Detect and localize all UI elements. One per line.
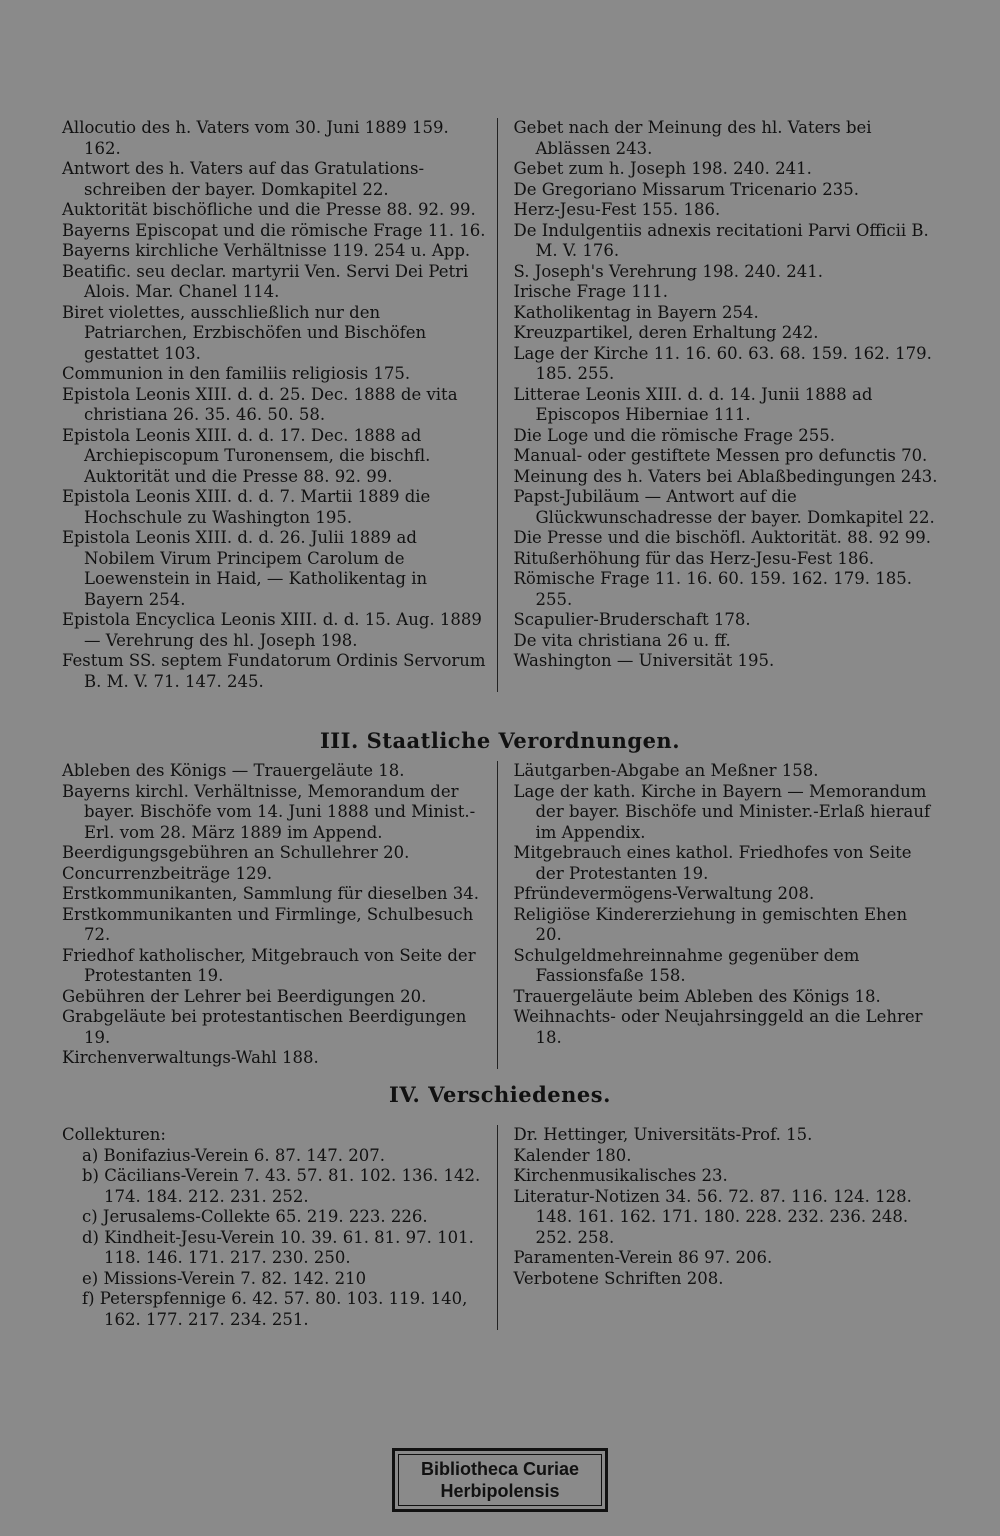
- index-entry: Lage der kath. Kirche in Bayern — Memorandum der bayer. Bischöfe und Minister.-Erlaß hierauf im Appendix.: [513, 781, 931, 842]
- index-entry: Auktorität bischöfliche und die Presse 88. 92. 99.: [62, 200, 476, 219]
- index-entry: Litterae Leonis XIII. d. d. 14. Junii 1888 ad Episcopos Hiberniae 111.: [513, 384, 873, 424]
- index-entry: Die Loge und die römische Frage 255.: [513, 425, 835, 445]
- index-entry: Epistola Leonis XIII. d. d. 26. Julii 1889 ad Nobilem Virum Principem Carolum de Loewenstein in Haid, — Katholikentag in Bayern 254.: [62, 528, 428, 609]
- index-entry: Epistola Leonis XIII. d. d. 7. Martii 1889 die Hochschule zu Washington 195.: [62, 487, 431, 527]
- index-entry: Lage der Kirche 11. 16. 60. 63. 68. 159. 162. 179. 185. 255.: [513, 343, 932, 383]
- index-entry: Kreuzpartikel, deren Erhaltung 242.: [513, 323, 819, 342]
- right-column: [498, 761, 939, 1069]
- index-entry: b) Cäcilians-Verein 7. 43. 57. 81. 102. 136. 142. 174. 184. 212. 231. 252.: [82, 1166, 481, 1206]
- index-entry: Verbotene Schriften 208.: [513, 1268, 724, 1288]
- index-entry: Bayerns Episcopat und die römische Frage 11. 16.: [62, 220, 486, 240]
- index-entry: Gebet zum h. Joseph 198. 240. 241.: [513, 159, 812, 178]
- index-entry: Papst-Jubiläum — Antwort auf die Glückwunschadresse der bayer. Domkapitel 22.: [513, 487, 935, 527]
- index-entry: Katholikentag in Bayern 254.: [513, 302, 759, 322]
- index-entry: Kirchenmusikalisches 23.: [513, 1166, 728, 1185]
- index-entry: Beerdigungsgebühren an Schullehrer 20.: [62, 843, 410, 862]
- index-entry: Ableben des Königs — Trauergeläute 18.: [62, 761, 405, 780]
- section-miscellaneous: [62, 1082, 938, 1330]
- section-state-ordinances: [62, 728, 938, 1069]
- index-entry: Gebühren der Lehrer bei Beerdigungen 20.: [62, 986, 427, 1006]
- index-entry: Dr. Hettinger, Universitäts-Prof. 15.: [513, 1125, 813, 1144]
- index-entry: Festum SS. septem Fundatorum Ordinis Servorum B. M. V. 71. 147. 245.: [62, 651, 486, 691]
- index-entry: Epistola Leonis XIII. d. d. 25. Dec. 1888 de vita christiana 26. 35. 46. 50. 58.: [62, 384, 458, 424]
- index-entry: Herz-Jesu-Fest 155. 186.: [513, 200, 721, 219]
- index-entry: Allocutio des h. Vaters vom 30. Juni 1889 159. 162.: [62, 118, 449, 158]
- left-column: [62, 1125, 498, 1330]
- index-entry: f) Peterspfennige 6. 42. 57. 80. 103. 119. 140, 162. 177. 217. 234. 251.: [82, 1289, 468, 1329]
- index-entry: c) Jerusalems-Collekte 65. 219. 223. 226.: [82, 1207, 428, 1226]
- section-heading: IV. Verschiedenes.: [389, 1082, 611, 1107]
- index-entry: Scapulier-Bruderschaft 178.: [513, 610, 751, 629]
- index-entry: Läutgarben-Abgabe an Meßner 158.: [513, 761, 819, 780]
- index-entry: Ritußerhöhung für das Herz-Jesu-Fest 186.: [513, 548, 875, 568]
- index-entry: d) Kindheit-Jesu-Verein 10. 39. 61. 81. 97. 101. 118. 146. 171. 217. 230. 250.: [82, 1227, 474, 1267]
- index-entry: Römische Frage 11. 16. 60. 159. 162. 179. 185. 255.: [513, 569, 913, 609]
- index-entry: a) Bonifazius-Verein 6. 87. 147. 207.: [82, 1145, 386, 1165]
- index-entry: Erstkommunikanten, Sammlung für dieselben 34.: [62, 884, 479, 903]
- index-entry: Communion in den familiis religiosis 175.: [62, 364, 411, 383]
- index-entry: Kalender 180.: [513, 1145, 632, 1165]
- index-entry: Beatific. seu declar. martyrii Ven. Servi Dei Petri Alois. Mar. Chanel 114.: [62, 261, 469, 301]
- index-entry: Meinung des h. Vaters bei Ablaßbedingungen 243.: [513, 466, 938, 486]
- library-stamp: [392, 1448, 608, 1512]
- index-entry: De Gregoriano Missarum Tricenario 235.: [513, 179, 859, 199]
- index-entry: Antwort des h. Vaters auf das Gratulations-schreiben der bayer. Domkapitel 22.: [62, 159, 425, 199]
- right-column: [498, 118, 939, 692]
- index-entry: Irische Frage 111.: [513, 282, 669, 301]
- index-entry: Biret violettes, ausschließlich nur den Patriarchen, Erzbischöfen und Bischöfen gestattet 103.: [62, 302, 427, 363]
- index-entry: Erstkommunikanten und Firmlinge, Schulbesuch 72.: [62, 904, 474, 944]
- index-entry: Trauergeläute beim Ableben des Königs 18.: [513, 986, 881, 1006]
- index-entry: Washington — Universität 195.: [513, 651, 775, 670]
- index-entry: Bayerns kirchliche Verhältnisse 119. 254 u. App.: [62, 241, 471, 260]
- stamp-line-1: Bibliotheca Curiae: [420, 1459, 580, 1479]
- index-entry: Schulgeldmehreinnahme gegenüber dem Fassionsfaße 158.: [513, 945, 860, 985]
- index-entry: S. Joseph's Verehrung 198. 240. 241.: [513, 261, 824, 281]
- collections-label: Collekturen:: [62, 1125, 166, 1144]
- left-column: [62, 118, 498, 692]
- index-entry: Kirchenverwaltungs-Wahl 188.: [62, 1048, 319, 1067]
- index-entry: Gebet nach der Meinung des hl. Vaters bei Ablässen 243.: [513, 118, 872, 158]
- section-heading: III. Staatliche Verordnungen.: [319, 728, 681, 753]
- index-entry: Religiöse Kindererziehung in gemischten Ehen 20.: [513, 904, 908, 944]
- index-entry: Die Presse und die bischöfl. Auktorität. 88. 92 99.: [513, 528, 932, 547]
- index-entry: Pfründevermögens-Verwaltung 208.: [513, 884, 815, 903]
- index-entry: Epistola Encyclica Leonis XIII. d. d. 15. Aug. 1889 — Verehrung des hl. Joseph 198.: [62, 610, 482, 650]
- index-entry: Epistola Leonis XIII. d. d. 17. Dec. 1888 ad Archiepiscopum Turonensem, die bischfl. Auktorität und die Presse 88. 92. 99.: [62, 425, 431, 486]
- library-stamp-inner: [398, 1454, 602, 1506]
- index-entry: Friedhof katholischer, Mitgebrauch von Seite der Protestanten 19.: [62, 945, 476, 985]
- index-entry: e) Missions-Verein 7. 82. 142. 210: [82, 1268, 367, 1288]
- section-church-index: [62, 118, 938, 692]
- index-entry: Concurrenzbeiträge 129.: [62, 863, 273, 883]
- index-entry: Manual- oder gestiftete Messen pro defunctis 70.: [513, 446, 928, 465]
- index-entry: Literatur-Notizen 34. 56. 72. 87. 116. 124. 128. 148. 161. 162. 171. 180. 228. 232. 236. 248. 252. 258.: [513, 1186, 912, 1247]
- index-entry: Weihnachts- oder Neujahrsinggeld an die Lehrer 18.: [513, 1007, 923, 1047]
- stamp-line-2: Herbipolensis: [440, 1481, 560, 1501]
- index-entry: Bayerns kirchl. Verhältnisse, Memorandum der bayer. Bischöfe vom 14. Juni 1888 und Minist.-Erl. vom 28. März 1889 im Append.: [62, 781, 476, 842]
- index-entry: Grabgeläute bei protestantischen Beerdigungen 19.: [62, 1007, 467, 1047]
- right-column: [498, 1125, 939, 1330]
- index-entry: Mitgebrauch eines kathol. Friedhofes von Seite der Protestanten 19.: [513, 843, 912, 883]
- index-entry: Paramenten-Verein 86 97. 206.: [513, 1248, 773, 1267]
- index-entry: De vita christiana 26 u. ff.: [513, 630, 731, 650]
- left-column: [62, 761, 498, 1069]
- index-entry: De Indulgentiis adnexis recitationi Parvi Officii B. M. V. 176.: [513, 220, 929, 260]
